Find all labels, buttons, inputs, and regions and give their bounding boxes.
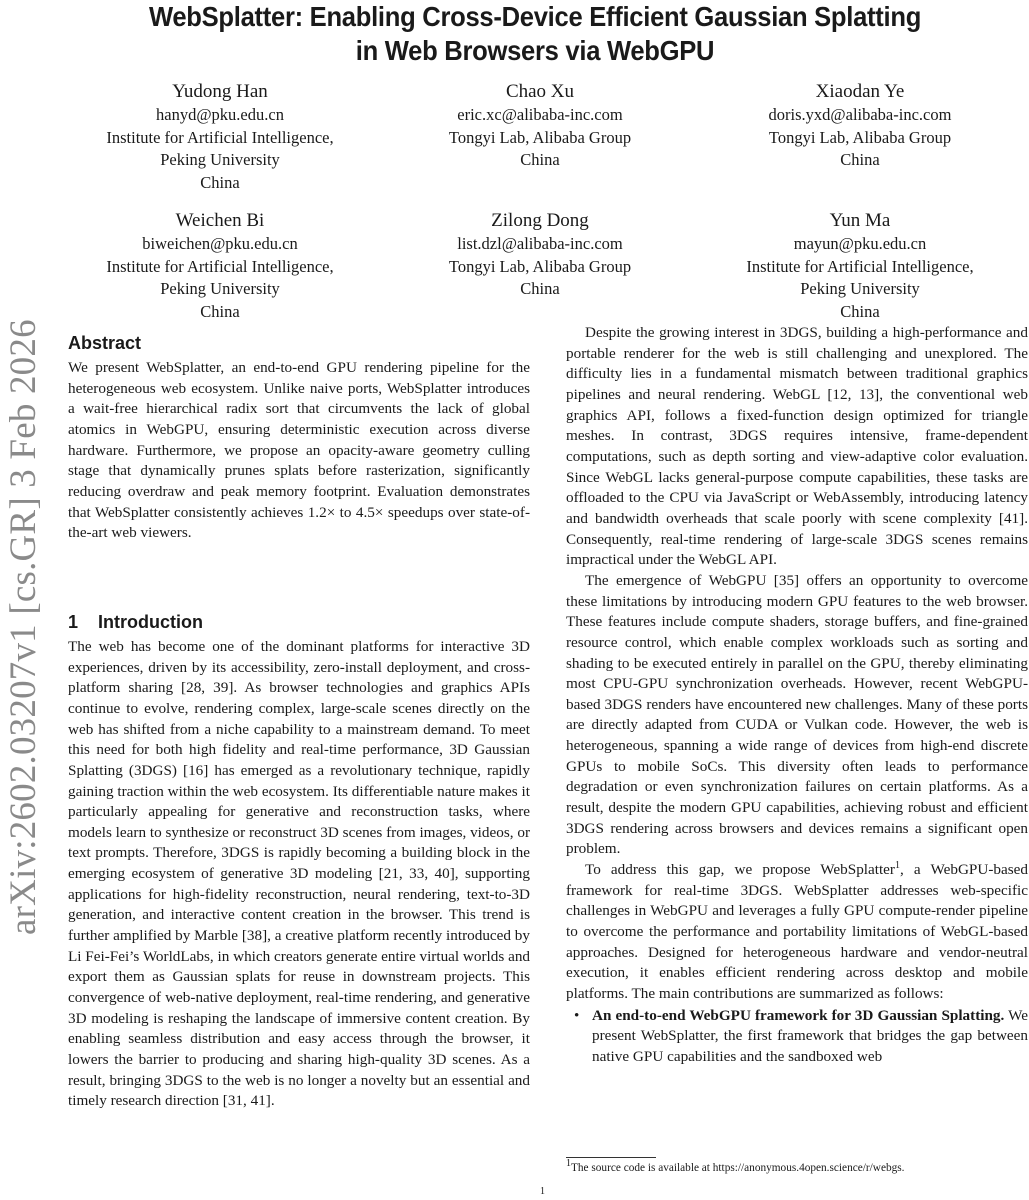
author-email: mayun@pku.edu.cn <box>793 234 927 253</box>
author-email: hanyd@pku.edu.cn <box>156 105 284 124</box>
author-affiliation: Institute for Artificial Intelligence, <box>746 256 974 276</box>
author-affiliation: Peking University <box>800 279 920 298</box>
author-name: Yudong Han <box>172 81 268 102</box>
author-email: list.dzl@alibaba-inc.com <box>457 234 623 253</box>
paragraph-text: , a WebGPU-based framework for real-time 3DGS. WebSplatter addresses web-specific challenges in WebGPU and leverages a fully GPU compute-render pipeline to overcome the performance and portability limitations of WebGL-based approaches. Designed for heterogeneous hardware and vendor-neutral execution, it enables efficient rendering across desktop and mobile platforms. The main contributions are summarized as follows: <box>566 861 1028 1002</box>
left-column <box>68 331 530 1112</box>
author-affiliation: Peking University <box>160 150 280 169</box>
footnote-marker[interactable]: 1 <box>895 860 900 871</box>
section-title: Introduction <box>98 611 203 632</box>
author-block <box>60 208 380 323</box>
author-affiliation: Tongyi Lab, Alibaba Group <box>768 127 952 147</box>
contribution-text: We present WebSplatter, the first framework that bridges the gap between native GPU capabilities and the sandboxed web <box>592 1006 1028 1065</box>
author-row-2 <box>60 208 1020 323</box>
contributions-list <box>566 1006 1028 1068</box>
author-country: China <box>840 301 880 321</box>
author-name: Chao Xu <box>505 81 575 102</box>
author-country: China <box>520 150 560 169</box>
author-country: China <box>200 172 240 192</box>
footnote-text: The source code is available at https://anonymous.4open.science/r/webgs. <box>571 1162 905 1174</box>
title-line-1: WebSplatter: Enabling Cross-Device Efficient Gaussian Splatting <box>148 1 922 32</box>
paper-title <box>75 0 996 68</box>
author-email: biweichen@pku.edu.cn <box>142 234 298 253</box>
bullet-icon: • <box>574 1006 580 1024</box>
author-email: doris.yxd@alibaba-inc.com <box>768 105 952 124</box>
footnote-mark: 1 <box>566 1158 571 1170</box>
footnote-divider <box>566 1157 656 1158</box>
intro-paragraph-3: The emergence of WebGPU [35] offers an opportunity to overcome these limitations by introducing modern GPU features to the web browser. These features include compute shaders, storage buffers, and fine-grained resource control, which enable complex workloads such as sorting and shading to be executed entirely in parallel on the GPU, thereby eliminating most CPU-GPU synchronization overheads. However, recent WebGPU-based 3DGS renders have encountered new challenges. Many of these ports are directly adapted from CUDA or Vulkan code. However, the web is heterogeneous, spanning a wide range of devices from high-end discrete GPUs to mobile SoCs. This diversity often leads to performance degradation or even synchronization failures on certain platforms. As a result, despite the modern GPU capabilities, achieving robust and efficient 3DGS rendering across browsers and devices remains a significant open problem. <box>566 571 1028 858</box>
author-country: China <box>840 150 880 169</box>
intro-paragraph-4 <box>566 860 1028 1005</box>
author-affiliation: Institute for Artificial Intelligence, <box>106 256 334 276</box>
abstract-text: We present WebSplatter, an end-to-end GPU rendering pipeline for the heterogeneous web ecosystem. Unlike naive ports, WebSplatter introduces a wait-free hierarchical radix sort that circumvents the lack of global atomics in WebGPU, ensuring deterministic execution across diverse hardware. Furthermore, we propose an opacity-aware geometry culling stage that dynamically prunes splats before rasterization, significantly reducing overdraw and peak memory footprint. Evaluation demonstrates that WebSplatter consistently achieves 1.2× to 4.5× speedups over state-of-the-art web viewers. <box>68 359 530 542</box>
author-country: China <box>200 301 240 321</box>
author-block <box>700 79 1020 194</box>
author-row-1 <box>60 79 1020 194</box>
intro-paragraph-1: The web has become one of the dominant platforms for interactive 3D experiences, driven by its accessibility, zero-install deployment, and cross-platform sharing [28, 39]. As browser technologies and graphics APIs continue to evolve, rendering complex, large-scale scenes directly on the web has shifted from a niche capability to a mainstream demand. To meet this need for both high fidelity and real-time performance, 3D Gaussian Splatting (3DGS) [16] has emerged as a revolutionary technique, rapidly gaining traction within the web ecosystem. Its differentiable nature makes it particularly appealing for generative and reconstruction tasks, where models learn to synthesize or reconstruct 3D scenes from images, videos, or text prompts. Therefore, 3DGS is rapidly becoming a building block in the emerging ecosystem of generative 3D modeling [21, 33, 40], supporting applications for high-fidelity reconstruction, neural rendering, text-to-3D generation, and interactive content creation in the browser. This trend is further amplified by Marble [38], a creative platform recently introduced by Li Fei-Fei’s WorldLabs, in which creators generate entire virtual worlds and export them as Gaussian splats for reuse in downstream projects. This convergence of web-native deployment, real-time rendering, and generative 3D modeling is reshaping the landscape of immersive content creation. By enabling seamless distribution and easy access through the browser, it lowers the barrier to producing and sharing high-quality 3D scenes. As a result, bringing 3DGS to the web is no longer a novelty but an essential and timely research direction [31, 41]. <box>68 637 531 1110</box>
section-number: 1 <box>68 611 79 632</box>
author-block <box>380 208 700 323</box>
section-heading-introduction <box>68 610 530 634</box>
author-affiliation: Institute for Artificial Intelligence, <box>106 127 334 147</box>
author-block <box>700 208 1020 323</box>
intro-paragraph-2: Despite the growing interest in 3DGS, building a high-performance and portable renderer for the web is still challenging and unexplored. The difficulty lies in a fundamental mismatch between traditional graphics pipelines and neural rendering. WebGL [12, 13], the conventional web graphics API, follows a fixed-function design optimized for triangle meshes. In contrast, 3DGS requires intensive, frame-dependent computations, such as depth sorting and view-adaptive color evaluation. Since WebGL lacks general-purpose compute capabilities, these tasks are offloaded to the CPU via JavaScript or WebAssembly, introducing latency and bandwidth overheads that scale poorly with scene complexity [41]. Consequently, real-time rendering of large-scale 3DGS scenes remains impractical under the WebGL API. <box>566 324 1028 569</box>
footnote <box>566 1158 905 1175</box>
page-number: 1 <box>540 1186 545 1197</box>
contribution-item <box>574 1006 1028 1068</box>
paragraph-text: To address this gap, we propose WebSplatter <box>585 861 895 879</box>
author-affiliation: Tongyi Lab, Alibaba Group <box>448 256 632 276</box>
author-block <box>60 79 380 194</box>
author-name: Xiaodan Ye <box>815 81 905 102</box>
abstract-heading: Abstract <box>68 333 142 353</box>
author-email: eric.xc@alibaba-inc.com <box>457 105 623 124</box>
author-affiliation: Tongyi Lab, Alibaba Group <box>448 127 632 147</box>
author-country: China <box>520 279 560 298</box>
author-name: Yun Ma <box>829 210 891 231</box>
author-name: Weichen Bi <box>175 210 265 231</box>
author-affiliation: Peking University <box>160 279 280 298</box>
right-column <box>566 323 1028 1068</box>
author-block <box>380 79 700 194</box>
title-line-2: in Web Browsers via WebGPU <box>355 35 715 66</box>
contribution-title: An end-to-end WebGPU framework for 3D Gaussian Splatting. <box>592 1006 1005 1024</box>
arxiv-identifier-stamp: arXiv:2602.03207v1 [cs.GR] 3 Feb 2026 <box>3 319 44 935</box>
author-name: Zilong Dong <box>491 210 589 231</box>
